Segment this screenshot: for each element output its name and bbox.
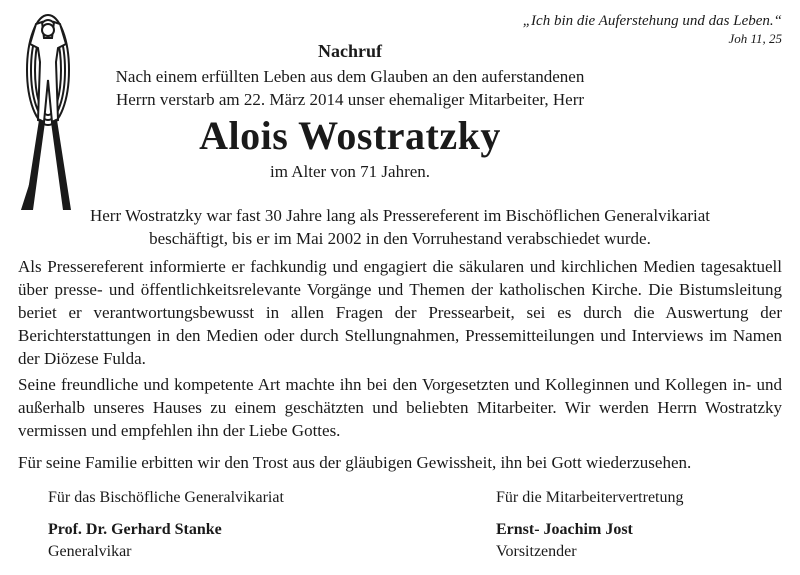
signature-left (48, 487, 284, 563)
quote-text: „Ich bin die Auferstehung und das Leben.“ (522, 13, 782, 29)
signature-right (496, 487, 684, 563)
header-line-1: Nach einem erfüllten Leben aus dem Glauben an den auferstandenen (115, 67, 585, 86)
page-title: Nachruf (318, 41, 382, 61)
header-block (100, 40, 600, 183)
signature-right-role: Vorsitzender (496, 543, 577, 560)
header-line-2: Herrn verstarb am 22. März 2014 unser ehemaliger Mitarbeiter, Herr (115, 90, 585, 109)
signature-left-role: Generalvikar (48, 543, 132, 560)
quote-reference: Joh 11, 25 (728, 31, 782, 46)
intro-paragraph (18, 204, 782, 250)
paragraph-1: Als Pressereferent informierte er fachkundig und engagiert die säkularen und kirchlichen Medien tagesaktuell über presse- und öffentlichkeitsrelevante Vorgänge und Themen der katholischen Kirche. Die Bistumsleitung beriet er verantwortungsbewusst in allen Fragen der Pressearbeit, sei es durch die Auswertung der Berichterstattungen in den Medien oder durch Stellungnahmen, Pressemitteilungen und Interviews im Namen der Diözese Fulda. (18, 257, 782, 368)
risen-christ-icon (18, 10, 90, 210)
signature-left-label: Für das Bischöfliche Generalvikariat (48, 489, 284, 506)
paragraph-3: Für seine Familie erbitten wir den Trost aus der gläubigen Gewissheit, ihn bei Gott wiederzusehen. (18, 453, 692, 472)
signature-left-name: Prof. Dr. Gerhard Stanke (48, 521, 222, 538)
signature-right-name: Ernst- Joachim Jost (496, 521, 633, 538)
deceased-name: Alois Wostratzky (199, 113, 501, 158)
intro-line-1: Herr Wostratzky war fast 30 Jahre lang als Pressereferent im Bischöflichen Generalvikariat (89, 206, 710, 225)
paragraph-2: Seine freundliche und kompetente Art machte ihn bei den Vorgesetzten und Kolleginnen und Kollegen in- und außerhalb unseres Hauses zu einem geschätzten und beliebten Mitarbeiter. Wir werden Herrn Wostratzky vermissen und empfehlen ihn der Liebe Gottes. (18, 375, 782, 440)
deceased-age: im Alter von 71 Jahren. (269, 162, 431, 181)
intro-line-2: beschäftigt, bis er im Mai 2002 in den Vorruhestand verabschiedet wurde. (149, 229, 651, 248)
signature-right-label: Für die Mitarbeitervertretung (496, 489, 684, 506)
